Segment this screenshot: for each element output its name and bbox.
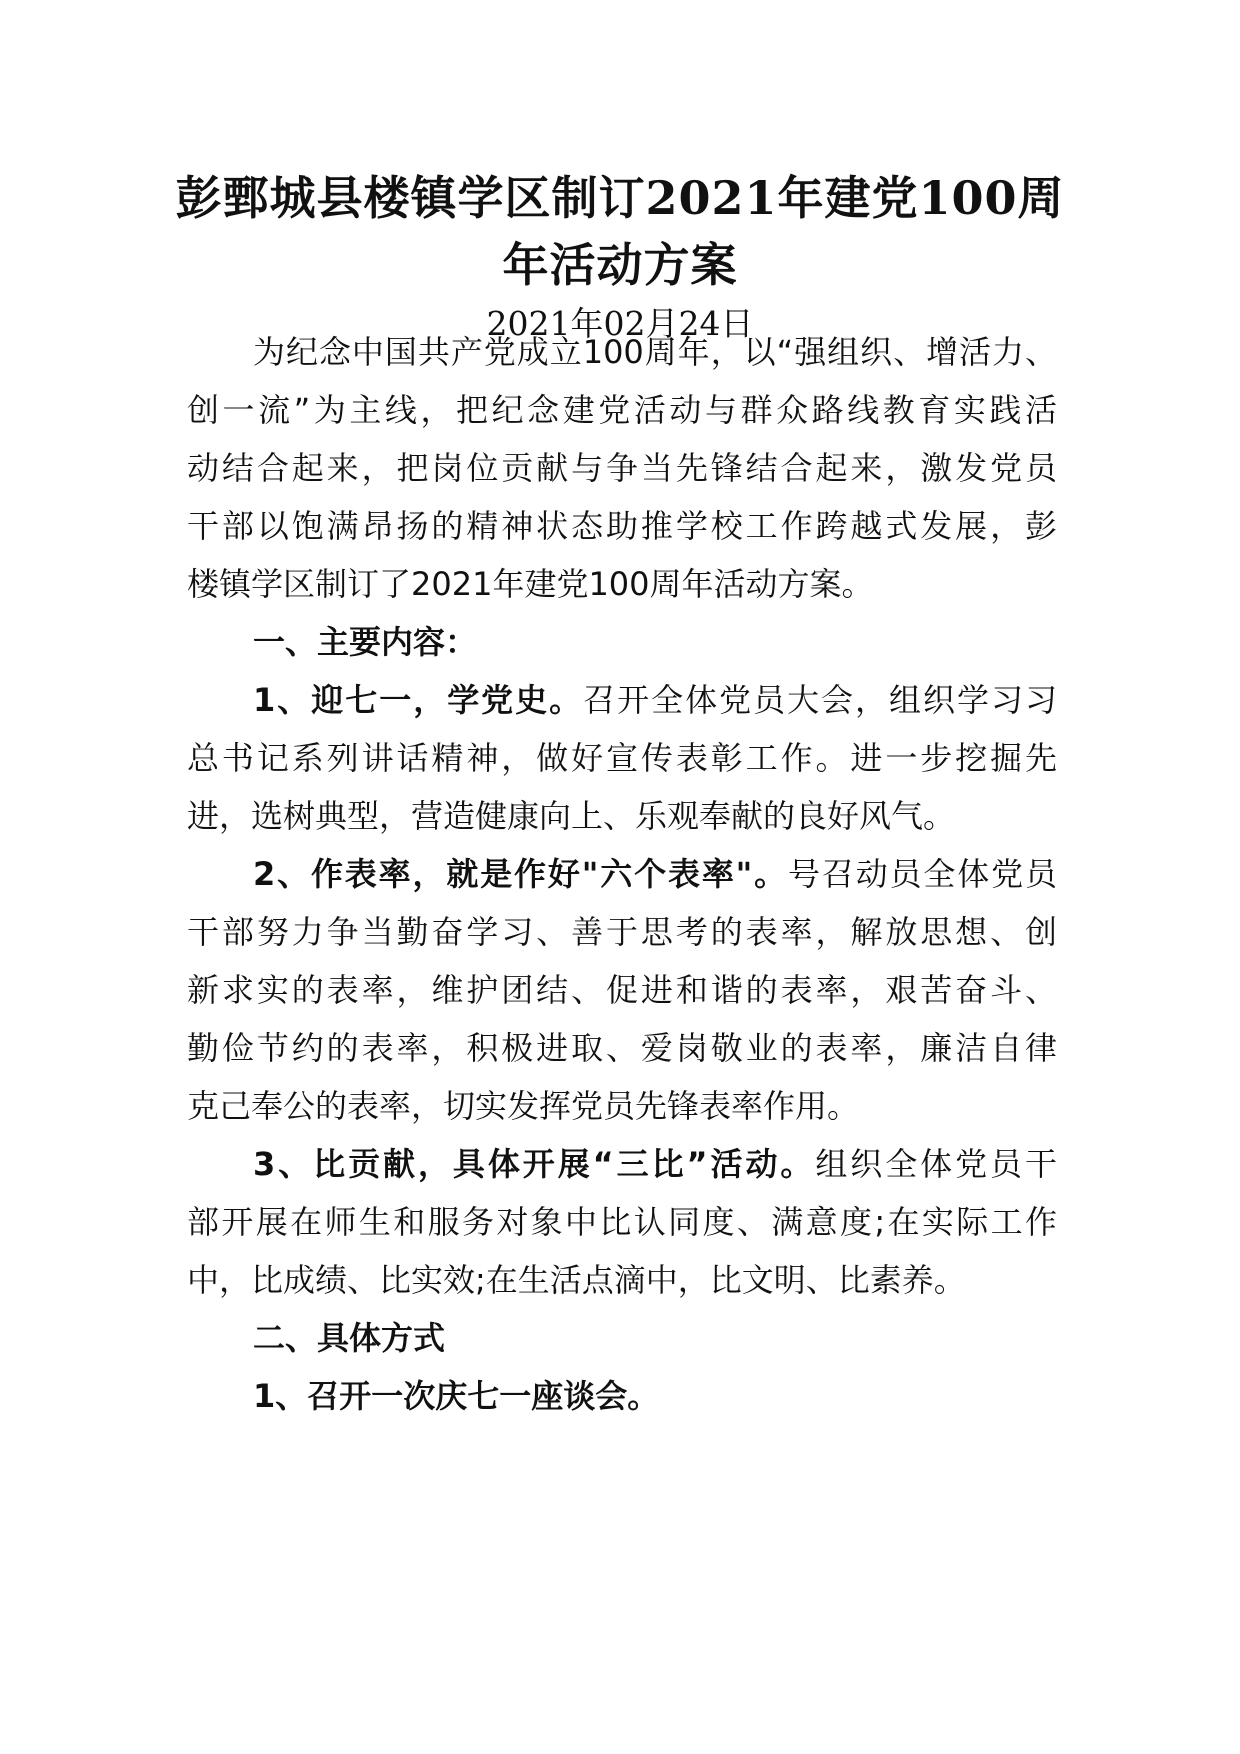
document-title-line-2: 年活动方案: [502, 238, 738, 292]
section-heading-methods: 二、具体方式: [253, 1319, 446, 1357]
item-3-first-line: [253, 1141, 1057, 1187]
item-2-line: 干部努力争当勤奋学习、善于思考的表率，解放思想、创: [187, 913, 1057, 951]
method-1: 1、召开一次庆七一座谈会。: [253, 1377, 660, 1415]
item-3-line: 部开展在师生和服务对象中比认同度、满意度;在实际工作: [187, 1203, 1057, 1241]
intro-line: 动结合起来，把岗位贡献与争当先锋结合起来，激发党员: [187, 449, 1057, 487]
document-title-line-1: 彭鄄城县楼镇学区制订2021年建党100周: [175, 171, 1065, 225]
intro-line: 为纪念中国共产党成立100周年，以“强组织、增活力、: [253, 333, 1057, 371]
item-1-line: 总书记系列讲话精神，做好宣传表彰工作。进一步挖掘先: [187, 739, 1057, 777]
item-2-line: 新求实的表率，维护团结、促进和谐的表率，艰苦奋斗、: [187, 971, 1057, 1009]
intro-line: 创一流”为主线，把纪念建党活动与群众路线教育实践活: [187, 391, 1057, 429]
item-2-line: 克己奉公的表率，切实发挥党员先锋表率作用。: [187, 1087, 860, 1125]
item-2-line: 勤俭节约的表率，积极进取、爱岗敬业的表率，廉洁自律: [187, 1029, 1057, 1067]
item-2-first-line: [253, 851, 1057, 897]
document-date: 2021年02月24日: [486, 304, 754, 343]
item-1-line: 进，选树典型，营造健康向上、乐观奉献的良好风气。: [187, 797, 956, 835]
item-2-text: 号召动员全体党员: [788, 855, 1057, 893]
intro-line: 干部以饱满昂扬的精神状态助推学校工作跨越式发展，彭: [187, 507, 1057, 545]
item-1-text: 召开全体党员大会，组织学习习: [583, 681, 1057, 719]
section-heading-main-content: 一、主要内容：: [253, 623, 478, 661]
item-1-first-line: [253, 677, 1057, 723]
item-3-lead: 3、比贡献，具体开展“三比”活动。: [253, 1145, 816, 1183]
item-3-text: 组织全体党员干: [815, 1145, 1057, 1183]
item-1-lead: 1、迎七一，学党史。: [253, 681, 584, 719]
item-2-lead: 2、作表率，就是作好"六个表率"。: [253, 855, 789, 893]
item-3-line: 中，比成绩、比实效;在生活点滴中，比文明、比素养。: [187, 1261, 966, 1299]
intro-line: 楼镇学区制订了2021年建党100周年活动方案。: [187, 565, 874, 603]
